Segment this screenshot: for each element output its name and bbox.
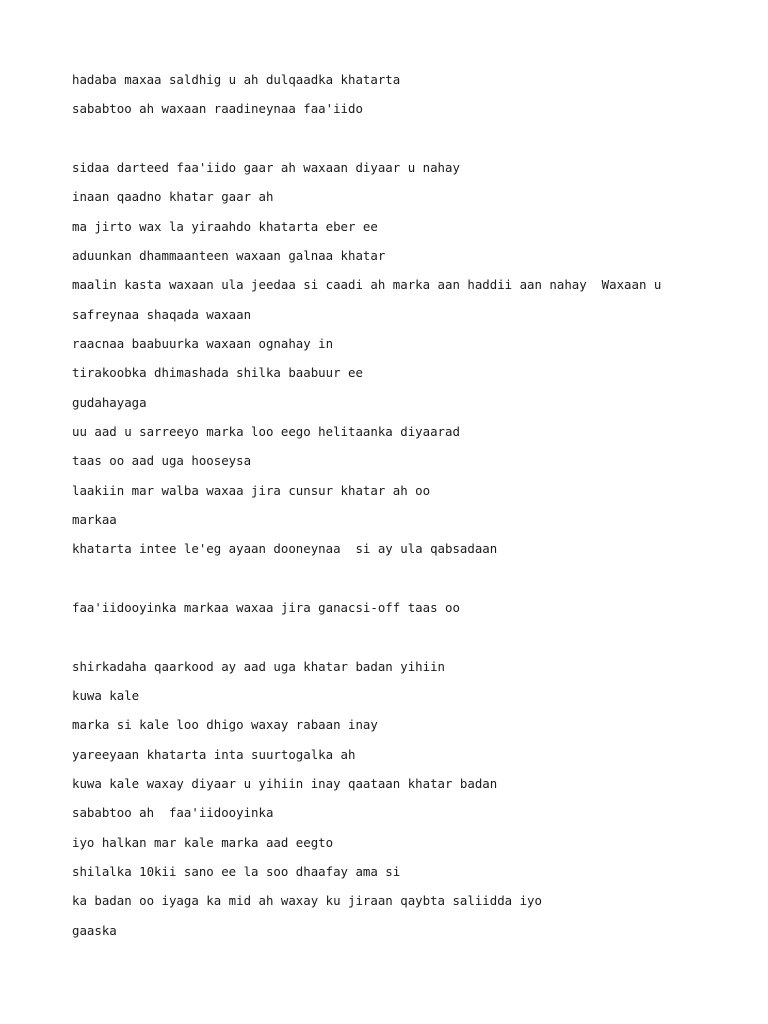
text-line: gaaska <box>72 922 117 938</box>
text-line: aduunkan dhammaanteen waxaan galnaa khatar <box>72 247 386 263</box>
text-line: hadaba maxaa saldhig u ah dulqaadka khatarta <box>72 72 401 87</box>
text-line: shilalka 10kii sano ee la soo dhaafay ama si <box>72 863 401 879</box>
text-line: raacnaa baabuurka waxaan ognahay in <box>72 335 334 351</box>
blank-line <box>72 627 752 656</box>
text-line: sababtoo ah faa'iidooyinka <box>72 805 274 821</box>
document-body <box>72 70 752 950</box>
blank-line <box>72 569 752 598</box>
text-line: kuwa kale <box>72 687 140 703</box>
text-line: yareeyaan khatarta inta suurtogalka ah <box>72 746 356 762</box>
text-line: iyo halkan mar kale marka aad eegto <box>72 834 334 850</box>
text-line: laakiin mar walba waxaa jira cunsur khatar ah oo <box>72 482 431 498</box>
text-line: sidaa darteed faa'iido gaar ah waxaan diyaar u nahay <box>72 159 460 175</box>
text-line: tirakoobka dhimashada shilka baabuur ee <box>72 365 363 381</box>
text-line: maalin kasta waxaan ula jeedaa si caadi ah marka aan haddii aan nahay Waxaan u <box>72 277 662 293</box>
text-line: markaa <box>72 511 117 527</box>
text-line: inaan qaadno khatar gaar ah <box>72 189 274 205</box>
text-line: ma jirto wax la yiraahdo khatarta eber ee <box>72 218 378 234</box>
text-line: khatarta intee le'eg ayaan dooneynaa si ay ula qabsadaan <box>72 541 498 557</box>
text-line: safreynaa shaqada waxaan <box>72 306 252 322</box>
text-line: marka si kale loo dhigo waxay rabaan inay <box>72 717 378 733</box>
text-line: ka badan oo iyaga ka mid ah waxay ku jiraan qaybta saliidda iyo <box>72 893 542 909</box>
text-line: shirkadaha qaarkood ay aad uga khatar badan yihiin <box>72 658 445 674</box>
text-line: taas oo aad uga hooseysa <box>72 453 252 469</box>
text-line: uu aad u sarreeyo marka loo eego helitaanka diyaarad <box>72 423 460 439</box>
text-line: sababtoo ah waxaan raadineynaa faa'iido <box>72 101 363 117</box>
blank-line <box>72 129 752 158</box>
text-line: kuwa kale waxay diyaar u yihiin inay qaataan khatar badan <box>72 775 498 791</box>
text-line: faa'iidooyinka markaa waxaa jira ganacsi-off taas oo <box>72 599 460 615</box>
text-line: gudahayaga <box>72 394 147 410</box>
